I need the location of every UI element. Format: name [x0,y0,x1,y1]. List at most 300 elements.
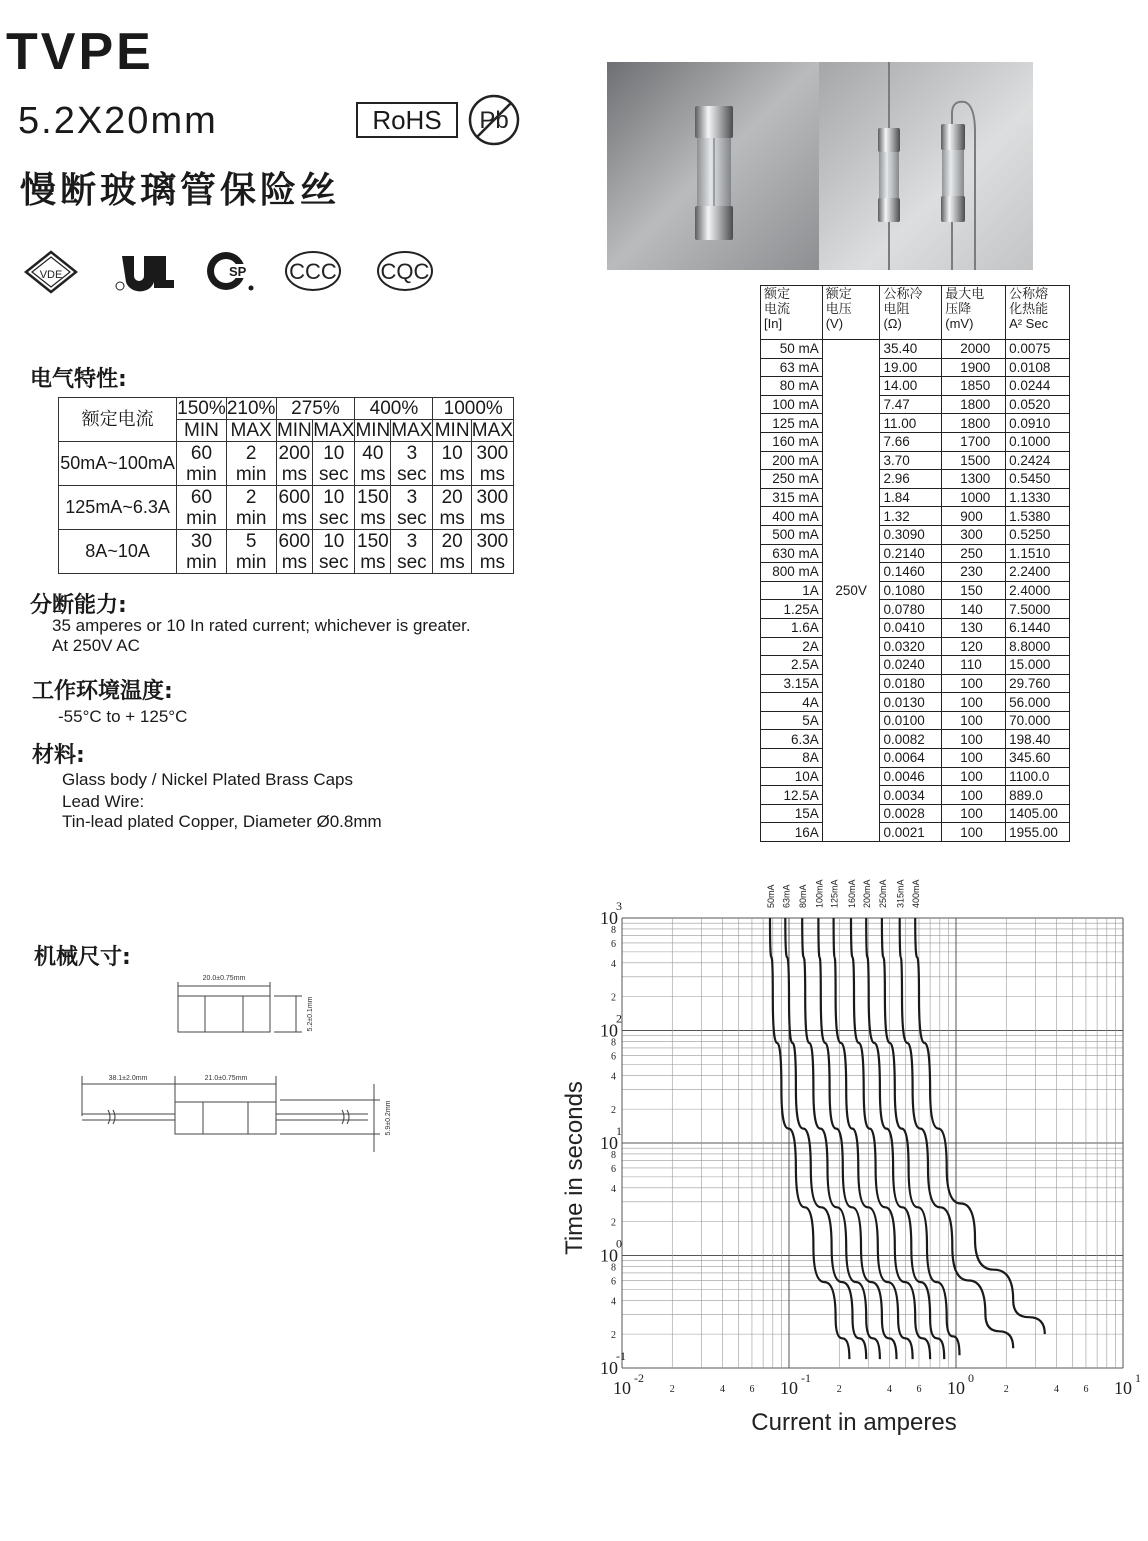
curve-label: 125mA [829,879,840,908]
ratings-header [942,286,1006,340]
time-unit: ms [281,463,308,485]
time-unit: ms [281,507,308,529]
time-cell [433,442,471,486]
y-tick-exponent: 3 [616,899,622,913]
rated-current: 250 mA [761,470,823,489]
time-unit: sec [319,551,349,573]
electrical-row [59,442,514,486]
dim-leaded-diameter: 5.9±0.2mm [385,1100,392,1136]
cold-resistance: 0.1080 [880,581,942,600]
ratings-header-line: A² Sec [1009,316,1049,331]
time-unit: ms [479,551,506,573]
time-value: 300 [476,486,509,508]
ratings-header [761,286,823,340]
cold-resistance: 0.3090 [880,525,942,544]
ratings-header [880,286,942,340]
time-value: 30 [190,530,213,552]
ratings-header-line: 化热能 [1009,301,1049,316]
time-cell [391,530,433,574]
x-tick-label: 6 [749,1384,755,1395]
time-value: 150 [357,486,389,508]
minmax-header: MIN [434,420,470,441]
voltage-drop: 1500 [942,451,1006,470]
time-cell [177,530,227,574]
x-tick-label: 2 [836,1384,842,1395]
rated-current-label: 额定电流 [59,398,177,442]
y-tick-label: 2 [611,1105,616,1117]
ratings-table [760,285,1070,842]
time-value: 10 [323,530,345,552]
time-unit: min [235,507,267,529]
voltage-drop: 100 [942,804,1006,823]
y-tick-label: 6 [611,938,616,950]
cold-resistance: 1.32 [880,507,942,526]
time-value: 600 [278,486,311,508]
time-cell [471,442,513,486]
cold-resistance: 19.00 [880,358,942,377]
cqc-icon [376,248,434,294]
rated-voltage: 250V [822,340,880,842]
time-unit: ms [360,463,386,485]
y-tick-label: 4 [611,1071,616,1083]
voltage-drop: 120 [942,637,1006,656]
voltage-drop: 230 [942,563,1006,582]
melting-i2t: 0.1000 [1006,432,1070,451]
time-unit: sec [397,463,427,485]
rated-current: 800 mA [761,563,823,582]
y-tick-label: 10 [600,1020,618,1041]
time-unit: ms [360,507,386,529]
voltage-drop: 1900 [942,358,1006,377]
rated-current: 160 mA [761,432,823,451]
ul-icon [114,248,174,294]
ratings-header [822,286,880,340]
breaking-line2: At 250V AC [52,636,140,655]
product-title: TVPE [6,23,154,81]
ratings-row [761,340,1070,359]
ratings-header-line: 公称熔 [1009,286,1049,301]
ratings-row [761,525,1070,544]
voltage-drop: 100 [942,786,1006,805]
voltage-drop: 250 [942,544,1006,563]
melting-i2t: 1.1510 [1006,544,1070,563]
ratings-row [761,637,1070,656]
melting-i2t: 1.5380 [1006,507,1070,526]
ratings-header-line: 压降 [945,301,972,316]
time-value: 3 [406,442,418,464]
rated-current: 5A [761,711,823,730]
dimension-drawing [80,966,410,1166]
ratings-row [761,414,1070,433]
csa-icon [204,248,256,294]
cold-resistance: 0.0064 [880,749,942,768]
melting-i2t: 70.000 [1006,711,1070,730]
ratings-row [761,767,1070,786]
ratings-row [761,693,1070,712]
time-cell [276,442,313,486]
voltage-drop: 130 [942,618,1006,637]
ratings-row [761,451,1070,470]
curve-label: 80mA [798,884,809,908]
ratings-header-line: (mV) [945,316,974,331]
rated-current: 100 mA [761,395,823,414]
curve-label: 315mA [895,879,906,908]
melting-i2t: 1100.0 [1006,767,1070,786]
time-value: 200 [278,442,311,464]
minmax-header: MIN [276,420,312,441]
ratings-header-line: [In] [764,316,783,331]
cold-resistance: 0.0130 [880,693,942,712]
ratings-header [1006,286,1070,340]
material-line2: Lead Wire: [62,792,145,811]
melting-i2t: 15.000 [1006,656,1070,675]
time-unit: min [235,463,267,485]
y-tick-label: 6 [611,1163,616,1175]
time-unit: ms [360,551,386,573]
time-cell [226,486,276,530]
melting-i2t: 0.0910 [1006,414,1070,433]
melting-i2t: 198.40 [1006,730,1070,749]
melting-i2t: 345.60 [1006,749,1070,768]
curve-200mA [866,918,944,1359]
cold-resistance: 0.0028 [880,804,942,823]
time-value: 2 [245,442,257,464]
x-ticks [613,1371,1141,1398]
cold-resistance: 1.84 [880,488,942,507]
curve-labels [766,879,921,908]
pct-400: 400% [355,398,433,420]
melting-i2t: 8.8000 [1006,637,1070,656]
ratings-header-line: 电流 [764,301,791,316]
time-value: 300 [476,530,509,552]
rated-current: 63 mA [761,358,823,377]
curve-label: 200mA [862,879,873,908]
dim-leaded-body: 21.0±0.75mm [204,1075,248,1082]
rated-current: 2A [761,637,823,656]
time-value: 10 [323,442,345,464]
rated-current: 50 mA [761,340,823,359]
voltage-drop: 100 [942,711,1006,730]
y-tick-label: 2 [611,992,616,1004]
melting-i2t: 0.0108 [1006,358,1070,377]
x-tick-exponent: -2 [634,1371,644,1385]
rated-current: 10A [761,767,823,786]
ratings-row [761,730,1070,749]
time-unit: sec [319,463,349,485]
ratings-header-line: 电压 [825,301,852,316]
voltage-drop: 1700 [942,432,1006,451]
x-tick-exponent: 0 [968,1371,974,1385]
pb-free-icon [468,94,520,146]
melting-i2t: 0.5250 [1006,525,1070,544]
time-value: 60 [190,442,213,464]
mechanical-heading: 机械尺寸: [34,945,131,970]
x-tick-exponent: 1 [1135,1371,1141,1385]
product-name-cn: 慢断玻璃管保险丝 [20,170,341,211]
time-value: 10 [441,442,463,464]
y-tick-label: 2 [611,1330,616,1342]
cold-resistance: 0.0082 [880,730,942,749]
pb-text: Pb [479,107,509,134]
melting-i2t: 889.0 [1006,786,1070,805]
time-cell [276,530,313,574]
voltage-drop: 1800 [942,414,1006,433]
ratings-header-line: 最大电 [945,286,985,301]
cold-resistance: 0.0180 [880,674,942,693]
time-value: 60 [190,486,213,508]
y-tick-exponent: 0 [616,1236,622,1251]
rated-current: 315 mA [761,488,823,507]
time-value: 10 [323,486,345,508]
time-cell [391,442,433,486]
time-value: 600 [278,530,311,552]
dim-body-diameter: 5.2±0.1mm [307,996,314,1032]
dim-lead-length: 38.1±2.0mm [108,1075,148,1082]
y-tick-label: 6 [611,1051,616,1063]
material-line3: Tin-lead plated Copper, Diameter Ø0.8mm [62,812,382,830]
time-unit: sec [397,551,427,573]
time-unit: ms [479,463,506,485]
y-tick-label: 8 [611,1262,616,1274]
time-value: 150 [357,530,389,552]
time-unit: min [186,507,217,529]
y-tick-label: 2 [611,1217,616,1229]
time-value: 3 [406,530,418,552]
ratings-row [761,470,1070,489]
time-cell [471,486,513,530]
rated-current: 500 mA [761,525,823,544]
time-value: 20 [441,486,463,508]
time-cell [226,442,276,486]
ratings-row [761,544,1070,563]
time-cell [177,486,227,530]
cold-resistance: 7.47 [880,395,942,414]
time-value: 5 [245,530,257,552]
voltage-drop: 150 [942,581,1006,600]
voltage-drop: 2000 [942,340,1006,359]
ratings-row [761,432,1070,451]
rated-current: 16A [761,823,823,842]
rated-current: 125 mA [761,414,823,433]
vde-icon [24,248,78,294]
electrical-heading: 电气特性: [30,367,127,392]
curve-label: 400mA [911,879,922,908]
time-unit: ms [281,551,308,573]
chart-grid [622,918,1123,1368]
melting-i2t: 29.760 [1006,674,1070,693]
time-unit: ms [439,463,465,485]
curve-label: 250mA [877,879,888,908]
voltage-drop: 1850 [942,377,1006,396]
voltage-drop: 100 [942,674,1006,693]
cold-resistance: 3.70 [880,451,942,470]
time-cell [276,486,313,530]
x-tick-label: 2 [1003,1384,1009,1395]
voltage-drop: 100 [942,823,1006,842]
melting-i2t: 1405.00 [1006,804,1070,823]
y-tick-label: 10 [600,1133,618,1153]
curve-label: 50mA [766,884,777,908]
cold-resistance: 14.00 [880,377,942,396]
x-tick-label: 10 [613,1378,631,1398]
y-tick-exponent: 1 [616,1124,622,1138]
voltage-drop: 900 [942,507,1006,526]
time-value: 40 [362,442,384,464]
rated-current: 2.5A [761,656,823,675]
rohs-badge: RoHS [356,102,458,138]
ratings-row [761,395,1070,414]
melting-i2t: 1955.00 [1006,823,1070,842]
temperature-text: -55°C to + 125°C [58,707,188,726]
time-current-chart [556,868,1148,1448]
x-tick-label: 2 [669,1384,675,1395]
y-tick-label: 4 [611,958,616,970]
temperature-heading: 工作环境温度: [32,679,173,704]
time-value: 2 [245,486,257,508]
cold-resistance: 0.0100 [880,711,942,730]
ratings-row [761,358,1070,377]
time-cell [313,486,355,530]
minmax-header: MIN [177,420,227,442]
rated-current: 1A [761,581,823,600]
time-unit: sec [319,507,349,529]
x-tick-label: 6 [1083,1384,1089,1395]
y-tick-label: 4 [611,1183,616,1195]
voltage-drop: 110 [942,656,1006,675]
voltage-drop: 100 [942,749,1006,768]
melting-i2t: 1.1330 [1006,488,1070,507]
ratings-row [761,804,1070,823]
rated-current: 8A [761,749,823,768]
chart-curves [770,918,1045,1359]
x-tick-label: 4 [720,1384,726,1395]
ratings-header-line: 电阻 [883,301,910,316]
cold-resistance: 0.0240 [880,656,942,675]
electrical-row [59,530,514,574]
time-cell [313,442,355,486]
time-unit: sec [397,507,427,529]
cold-resistance: 11.00 [880,414,942,433]
cold-resistance: 7.66 [880,432,942,451]
melting-i2t: 0.0244 [1006,377,1070,396]
dim-body-length: 20.0±0.75mm [202,975,246,982]
minmax-header: MAX [391,420,433,441]
vde-text: VDE [39,269,63,281]
material-heading: 材料: [32,743,85,768]
rated-current: 80 mA [761,377,823,396]
time-unit: min [235,551,267,573]
current-range: 50mA~100mA [59,442,177,486]
melting-i2t: 2.2400 [1006,563,1070,582]
melting-i2t: 0.0520 [1006,395,1070,414]
time-unit: ms [439,551,465,573]
time-cell [313,530,355,574]
product-photo [607,62,1033,270]
cold-resistance: 0.0780 [880,600,942,619]
pct-1000: 1000% [433,398,514,420]
melting-i2t: 0.5450 [1006,470,1070,489]
time-cell [391,486,433,530]
ratings-header-line: 额定 [764,286,791,301]
x-tick-label: 10 [947,1378,965,1398]
y-tick-label: 8 [611,1037,616,1049]
x-tick-label: 10 [780,1378,798,1398]
y-tick-label: 10 [600,1245,618,1266]
ratings-header-line: 额定 [825,286,852,301]
ratings-header-line: (Ω) [883,316,902,331]
material-line1: Glass body / Nickel Plated Brass Caps [62,770,354,789]
time-unit: min [186,551,217,573]
minmax-header: MAX [313,420,355,441]
minmax-header: MAX [226,420,276,442]
voltage-drop: 100 [942,693,1006,712]
rated-current: 12.5A [761,786,823,805]
time-cell [471,530,513,574]
pct-150: 150% [177,398,226,419]
cold-resistance: 0.0320 [880,637,942,656]
rated-current: 1.6A [761,618,823,637]
rated-current: 15A [761,804,823,823]
curve-125mA [834,918,913,1359]
y-axis-label: Time in seconds [561,1081,588,1255]
time-cell [433,486,471,530]
cold-resistance: 0.0034 [880,786,942,805]
curve-label: 63mA [781,884,792,908]
ratings-row [761,507,1070,526]
time-value: 20 [441,530,463,552]
ccc-icon [284,248,342,294]
electrical-row [59,486,514,530]
ratings-row [761,581,1070,600]
time-unit: ms [439,507,465,529]
ratings-row [761,488,1070,507]
rated-current: 1.25A [761,600,823,619]
voltage-drop: 1000 [942,488,1006,507]
x-tick-label: 10 [1114,1378,1132,1398]
pct-210: 210% [226,398,276,419]
current-range: 8A~10A [59,530,177,574]
breaking-heading: 分断能力: [30,593,127,618]
minmax-header: MAX [471,420,513,441]
pct-275: 275% [276,398,355,420]
melting-i2t: 56.000 [1006,693,1070,712]
time-cell [433,530,471,574]
ccc-text: CCC [289,259,337,284]
rated-current: 6.3A [761,730,823,749]
ratings-row [761,674,1070,693]
voltage-drop: 300 [942,525,1006,544]
ratings-row [761,377,1070,396]
x-tick-label: 4 [1054,1384,1060,1395]
cold-resistance: 2.96 [880,470,942,489]
curve-400mA [915,918,1045,1334]
time-cell [177,442,227,486]
time-cell [226,530,276,574]
y-tick-label: 4 [611,1296,616,1308]
voltage-drop: 1800 [942,395,1006,414]
ratings-row [761,656,1070,675]
ratings-header-line: (V) [825,316,844,331]
svg-text:SP: SP [229,264,247,279]
cold-resistance: 35.40 [880,340,942,359]
voltage-drop: 1300 [942,470,1006,489]
time-value: 3 [406,486,418,508]
rated-current: 400 mA [761,507,823,526]
x-tick-label: 4 [887,1384,893,1395]
ratings-header-line: 公称冷 [883,286,923,301]
y-tick-label: 6 [611,1276,616,1288]
minmax-header: MIN [355,420,391,441]
